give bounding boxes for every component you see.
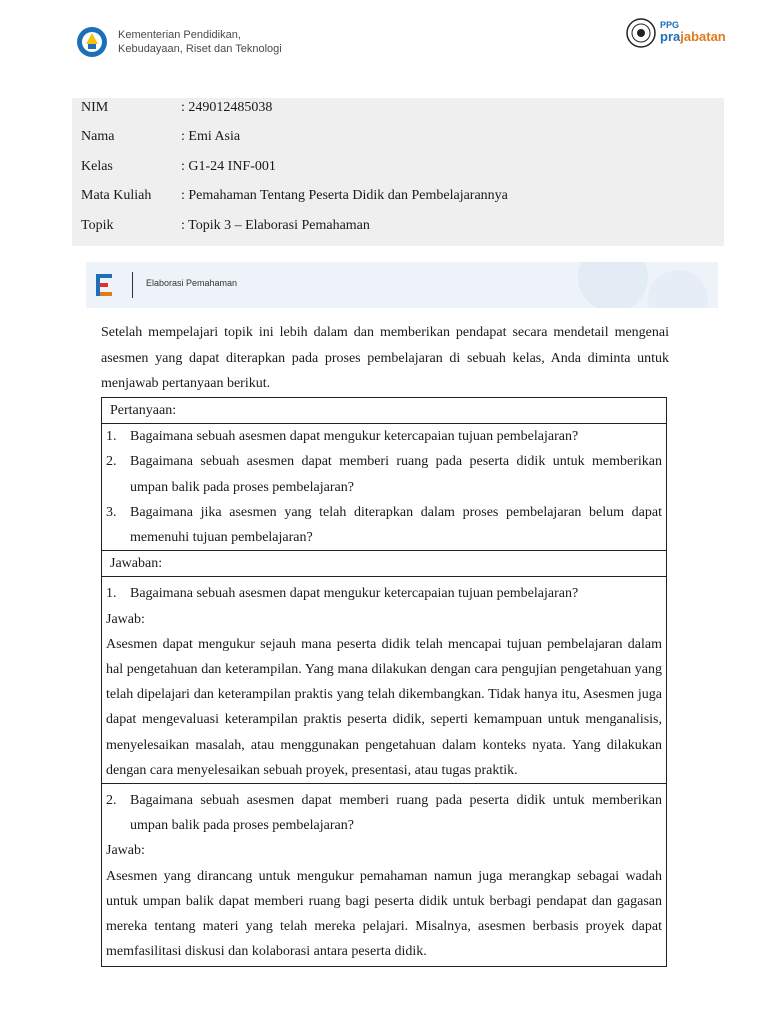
- list-item: [106, 424, 662, 449]
- answer-cell-1: [102, 577, 666, 784]
- identity-label: Mata Kuliah: [81, 188, 152, 203]
- answer-text: Asesmen dapat mengukur sejauh mana peserta didik telah mencapai tujuan pembelajaran dalam hal pengetahuan dan keterampilan. Yang mana dilakukan dengan cara pengujian pengetahuan yang telah dipelajari dan keterampilan praktis yang telah dikembangkan. Tidak hanya itu, Asesmen juga dapat mengevaluasi keterampilan praktis peserta didik, seperti kemampuan untuk menganalisis, menyelesaikan masalah, atau menggunakan pengetahuan dalam konteks nyata. Yang dilakukan dengan cara menyelesaikan sebuah proyek, presentasi, atau tugas praktik.: [106, 636, 662, 778]
- list-item: [106, 449, 662, 499]
- identity-value: : Emi Asia: [181, 129, 241, 144]
- identity-value: : Topik 3 – Elaborasi Pemahaman: [181, 218, 370, 233]
- questions-cell: [102, 424, 666, 551]
- banner-decoration: [578, 262, 648, 308]
- list-number: 1.: [106, 586, 117, 602]
- answer-question-text: Bagaimana sebuah asesmen dapat mengukur ketercapaian tujuan pembelajaran?: [130, 586, 579, 602]
- list-number: 2.: [106, 454, 117, 470]
- list-item: [106, 500, 662, 550]
- list-number: 2.: [106, 793, 117, 809]
- list-number: 3.: [106, 504, 117, 520]
- answers-header: Jawaban:: [102, 551, 666, 577]
- question-text: Bagaimana sebuah asesmen dapat memberi ruang pada peserta didik untuk memberikan umpan balik pada proses pembelajaran?: [130, 454, 662, 495]
- identity-value: : Pemahaman Tentang Peserta Didik dan Pembelajarannya: [181, 188, 508, 203]
- identity-value: : 249012485038: [181, 100, 273, 115]
- questions-header: Pertanyaan:: [102, 398, 666, 424]
- banner-divider: [132, 272, 133, 298]
- ministry-line-2: Kebudayaan, Riset dan Teknologi: [118, 43, 282, 55]
- page-header: [0, 0, 768, 90]
- tut-wuri-handayani-logo-icon: [76, 26, 108, 58]
- ministry-name: [118, 28, 282, 56]
- answer-text: Asesmen yang dirancang untuk mengukur pemahaman namun juga merangkap sebagai wadah untuk umpan balik dapat memberi ruang bagi peserta didik untuk berbagi pendapat dan gagasan mereka tentang materi yang telah mereka pelajari. Misalnya, asesmen berbasis proyek dapat memfasilitasi diskusi dan kolaborasi antara peserta didik.: [106, 868, 662, 960]
- pra-label: pra: [660, 29, 681, 44]
- jawab-label: Jawab:: [106, 843, 145, 859]
- answer-cell-2: [102, 784, 666, 966]
- prajabatan-label: [660, 30, 726, 44]
- university-seal-icon: [626, 18, 656, 48]
- elaborasi-logo-icon: [94, 271, 120, 299]
- list-number: 1.: [106, 429, 117, 445]
- intro-paragraph: Setelah mempelajari topik ini lebih dalam dan memberikan pendapat secara mendetail mengenai asesmen yang dapat diterapkan pada proses pembelajaran di sebuah kelas, Anda diminta untuk menjawab pertanyaan berikut.: [101, 325, 669, 391]
- identity-value: : G1-24 INF-001: [181, 159, 276, 174]
- identity-label: Kelas: [81, 159, 113, 174]
- list-item: [106, 788, 662, 838]
- ppg-prajabatan-logo: [660, 20, 726, 44]
- identity-label: Topik: [81, 218, 114, 233]
- identity-label: NIM: [81, 100, 109, 115]
- student-identity-box: [72, 98, 724, 246]
- banner-title: Elaborasi Pemahaman: [146, 278, 238, 288]
- answer-question-text: Bagaimana sebuah asesmen dapat memberi ruang pada peserta didik untuk memberikan umpan balik pada proses pembelajaran?: [130, 793, 662, 834]
- list-item: [106, 581, 662, 606]
- question-text: Bagaimana jika asesmen yang telah diterapkan dalam proses pembelajaran belum dapat memenuhi tujuan pembelajaran?: [130, 504, 662, 546]
- identity-label: Nama: [81, 129, 115, 144]
- banner-decoration: [648, 270, 708, 308]
- jabatan-label: jabatan: [680, 29, 726, 44]
- section-banner: [86, 262, 718, 308]
- ppg-label: PPG: [660, 20, 680, 30]
- jawab-label: Jawab:: [106, 611, 145, 627]
- question-answer-table: [101, 397, 667, 967]
- question-text: Bagaimana sebuah asesmen dapat mengukur ketercapaian tujuan pembelajaran?: [130, 429, 579, 445]
- ministry-line-1: Kementerian Pendidikan,: [118, 29, 241, 41]
